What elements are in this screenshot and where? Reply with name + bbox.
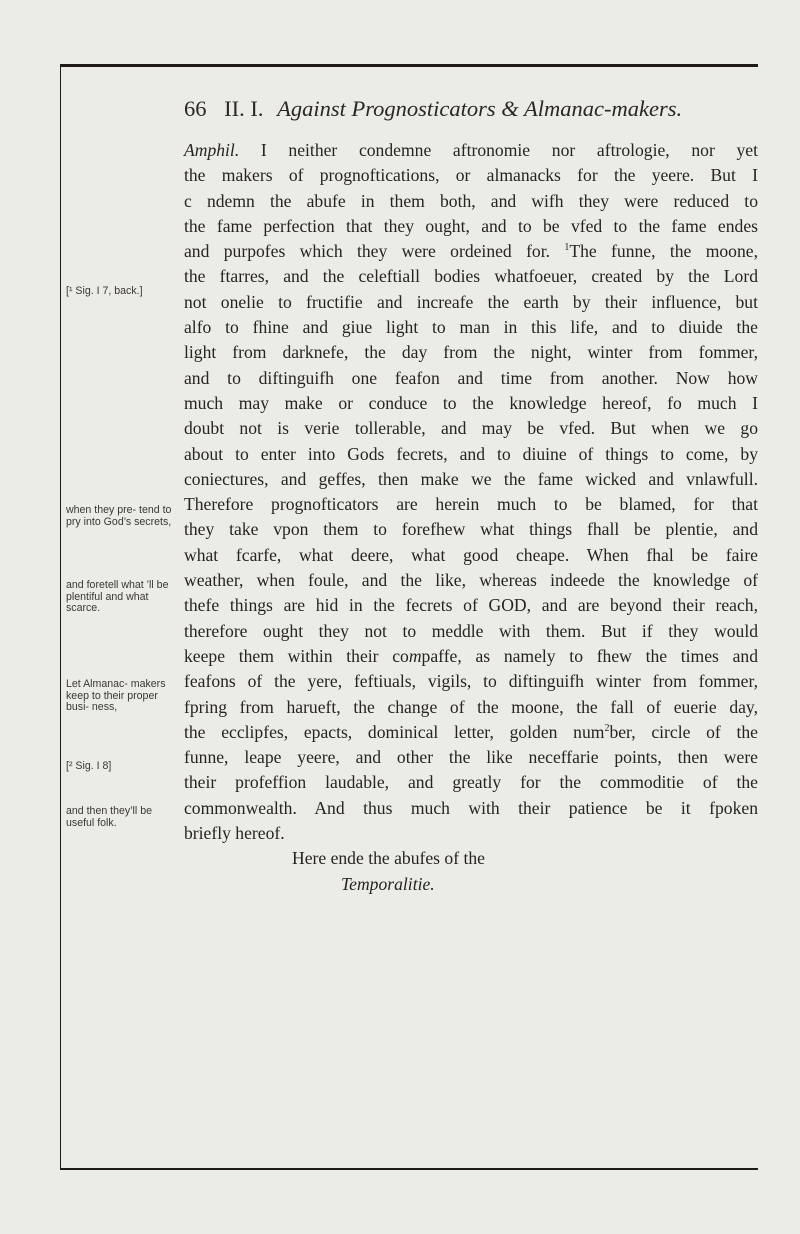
- text-line: what fcarfe, what deere, what good cheape. When fhal be faire: [184, 544, 758, 565]
- text-line: doubt not is verie tollerable, and may be vfed. But when we go: [184, 418, 758, 439]
- section-number: II. I.: [224, 96, 264, 121]
- bottom-rule: [60, 1168, 758, 1170]
- text-line: their profeffion laudable, and greatly for the commoditie of the: [184, 772, 758, 793]
- text-line: commonwealth. And thus much with their patience be it fpoken: [184, 797, 758, 818]
- text-line: not onelie to fructifie and increafe the earth by their influence, but: [184, 291, 758, 312]
- side-note-gods-secrets: when they pre- tend to pry into God’s secrets,: [66, 504, 172, 528]
- footnote-marker: 1: [564, 242, 570, 254]
- text-line: alfo to fhine and giue light to man in this life, and to diuide the: [184, 317, 758, 338]
- text-line: much may make or conduce to the knowledge hereof, fo much I: [184, 392, 758, 413]
- text-line: and to diftinguifh one feafon and time from another. Now how: [184, 367, 758, 388]
- text-line: the fame perfection that they ought, and to be vfed to the fame endes: [184, 215, 758, 236]
- text-line: fpring from harueft, the change of the moone, the fall of euerie day,: [184, 696, 758, 717]
- text-line: weather, when foule, and the like, whereas indeede the knowledge of: [184, 570, 758, 591]
- text-line: feafons of the yere, feftiuals, vigils, to diftinguifh winter from fommer,: [184, 671, 758, 692]
- text-line: thefe things are hid in the fecrets of GOD, and are beyond their reach,: [184, 595, 758, 616]
- text-line: briefly hereof.: [184, 823, 285, 844]
- side-note-almanac-makers: Let Almanac- makers keep to their proper busi- ness,: [66, 678, 166, 713]
- running-title: Against Prognosticators & Almanac-makers.: [277, 96, 683, 121]
- side-note-useful-folk: and then they’ll be useful folk.: [66, 805, 152, 829]
- running-header: [184, 96, 764, 122]
- text-line: the makers of prognoftications, or almanacks for the yeere. But I: [184, 165, 758, 186]
- text-line: Therefore prognofticators are herein much to be blamed, for that: [184, 494, 758, 515]
- speaker-name: Amphil.: [184, 140, 240, 160]
- text-line: c ndemn the abufe in them both, and wifh they were reduced to: [184, 190, 758, 211]
- text-line: the ecclipfes, epacts, dominical letter, golden num$^2$ber, circle of the: [184, 721, 758, 742]
- side-note-sig-i7: [¹ Sig. I 7, back.]: [66, 285, 143, 297]
- text-line: about to enter into Gods fecrets, and to diuine of things to come, by: [184, 443, 758, 464]
- footnote-marker: 2: [604, 722, 610, 734]
- text-line: coniectures, and geffes, then make we the fame wicked and vnlawfull.: [184, 468, 758, 489]
- text-line: and purpofes which they were ordeined for. $^1$The funne, the moone,: [184, 241, 758, 262]
- side-note-foretell: and foretell what ’ll be plentiful and what scarce.: [66, 579, 169, 614]
- text-line: therefore ought they not to meddle with them. But if they would: [184, 620, 758, 641]
- text-line: Amphil. I neither condemne aftronomie nor aftrologie, nor yet: [184, 140, 758, 160]
- side-note-sig-i8: [² Sig. I 8]: [66, 760, 112, 772]
- closing-line: Here ende the abufes of the: [292, 848, 485, 869]
- body-text: [184, 138, 758, 897]
- text-line: funne, leape yeere, and other the like neceffarie points, then were: [184, 747, 758, 768]
- top-rule: [60, 64, 758, 67]
- text-line: light from darknefe, the day from the night, winter from fommer,: [184, 342, 758, 363]
- left-rule: [60, 64, 61, 1170]
- text-line: they take vpon them to forefhew what things fhall be plentie, and: [184, 519, 758, 540]
- text-line: the ftarres, and the celeftiall bodies whatfoeuer, created by the Lord: [184, 266, 758, 287]
- page-number: 66: [184, 96, 207, 121]
- text-line: keepe them within their compaffe, as namely to fhew the times and: [184, 645, 758, 666]
- closing-title: Temporalitie.: [341, 873, 435, 894]
